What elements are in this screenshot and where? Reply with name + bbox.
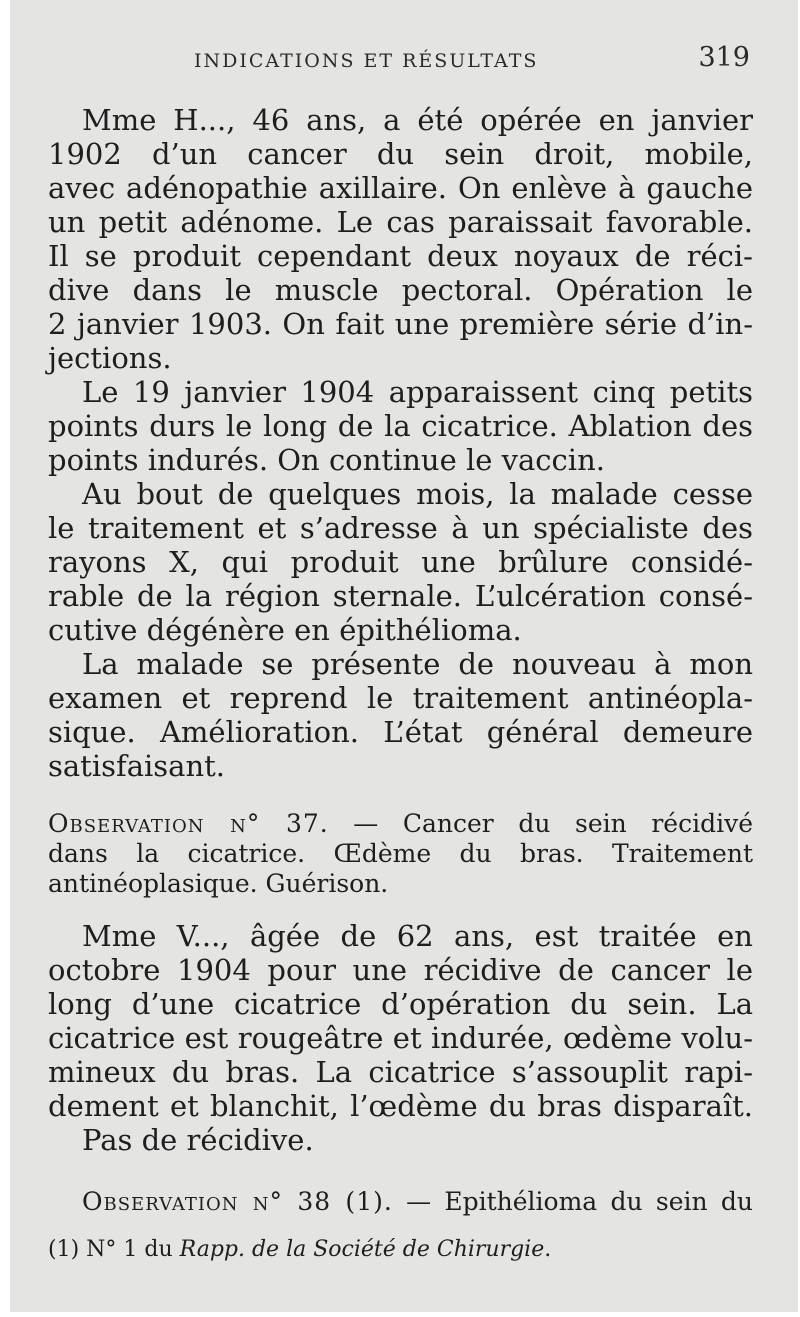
observation-38-heading bbox=[48, 1187, 753, 1217]
text-line: dive dans le muscle pectoral. Opération le bbox=[48, 273, 753, 307]
text-line: examen et reprend le traitement antinéopla- bbox=[48, 681, 753, 715]
page-body bbox=[48, 103, 753, 1217]
observation-title: — Epithélioma du sein du bbox=[392, 1187, 753, 1216]
text-line: le traitement et s’adresse à un spécialiste des bbox=[48, 511, 753, 545]
text-line: Mme V..., âgée de 62 ans, est traitée en bbox=[82, 919, 753, 953]
observation-label: Observation n° 38 (1). bbox=[82, 1187, 393, 1216]
footnote-marker: (1) N° 1 du bbox=[48, 1237, 180, 1262]
text-line: La malade se présente de nouveau à mon bbox=[82, 647, 753, 681]
text-line: Mme H..., 46 ans, a été opérée en janvier bbox=[82, 103, 753, 137]
book-page bbox=[10, 0, 798, 1312]
text-line: mineux du bras. La cicatrice s’assouplit rapi- bbox=[48, 1055, 753, 1089]
text-line: antinéoplasique. Guérison. bbox=[48, 869, 389, 898]
text-line: dement et blanchit, l’œdème du bras disparaît. bbox=[48, 1089, 753, 1123]
observation-37-heading bbox=[48, 809, 753, 899]
text-line: rayons X, qui produit une brûlure considé- bbox=[48, 545, 753, 579]
text-line: jections. bbox=[48, 341, 172, 375]
observation-title: — Cancer du sein récidivé bbox=[328, 809, 753, 838]
text-line: 2 janvier 1903. On fait une première série d’in- bbox=[48, 307, 753, 341]
page-number: 319 bbox=[698, 42, 750, 73]
text-line bbox=[48, 1187, 753, 1217]
footnote-source: Rapp. de la Société de Chirurgie bbox=[179, 1237, 545, 1262]
text-line: un petit adénome. Le cas paraissait favorable. bbox=[48, 205, 753, 239]
text-line: Il se produit cependant deux noyaux de réci- bbox=[48, 239, 753, 273]
footnote bbox=[48, 1236, 753, 1264]
text-line: octobre 1904 pour une récidive de cancer le bbox=[48, 953, 753, 987]
observation-label: Observation n° 37. bbox=[48, 809, 329, 838]
text-line: points durs le long de la cicatrice. Ablation des bbox=[48, 409, 753, 443]
text-line: satisfaisant. bbox=[48, 749, 226, 783]
paragraph-outcome bbox=[48, 647, 753, 783]
text-line: sique. Amélioration. L’état général demeure bbox=[48, 715, 753, 749]
paragraph-recurrence bbox=[48, 375, 753, 477]
running-head: INDICATIONS ET RÉSULTATS bbox=[194, 50, 539, 72]
text-line: Au bout de quelques mois, la malade cesse bbox=[82, 477, 753, 511]
paragraph-xray bbox=[48, 477, 753, 647]
text-line: 1902 d’un cancer du sein droit, mobile, bbox=[48, 137, 753, 171]
page-header bbox=[10, 42, 798, 78]
paragraph-case-h bbox=[48, 103, 753, 375]
text-line: avec adénopathie axillaire. On enlève à gauche bbox=[48, 171, 753, 205]
text-line: cutive dégénère en épithélioma. bbox=[48, 613, 522, 647]
text-line: rable de la région sternale. L’ulcération consé- bbox=[48, 579, 753, 613]
text-line bbox=[48, 809, 753, 839]
paragraph-case-v bbox=[48, 919, 753, 1157]
text-line: Le 19 janvier 1904 apparaissent cinq petits bbox=[82, 375, 753, 409]
text-line: points indurés. On continue le vaccin. bbox=[48, 443, 605, 477]
text-line: long d’une cicatrice d’opération du sein. La bbox=[48, 987, 753, 1021]
text-line: dans la cicatrice. Œdème du bras. Traitement bbox=[48, 839, 753, 868]
text-line: Pas de récidive. bbox=[82, 1123, 314, 1157]
footnote-end: . bbox=[544, 1237, 552, 1262]
text-line: cicatrice est rougeâtre et indurée, œdème volu- bbox=[48, 1021, 753, 1055]
